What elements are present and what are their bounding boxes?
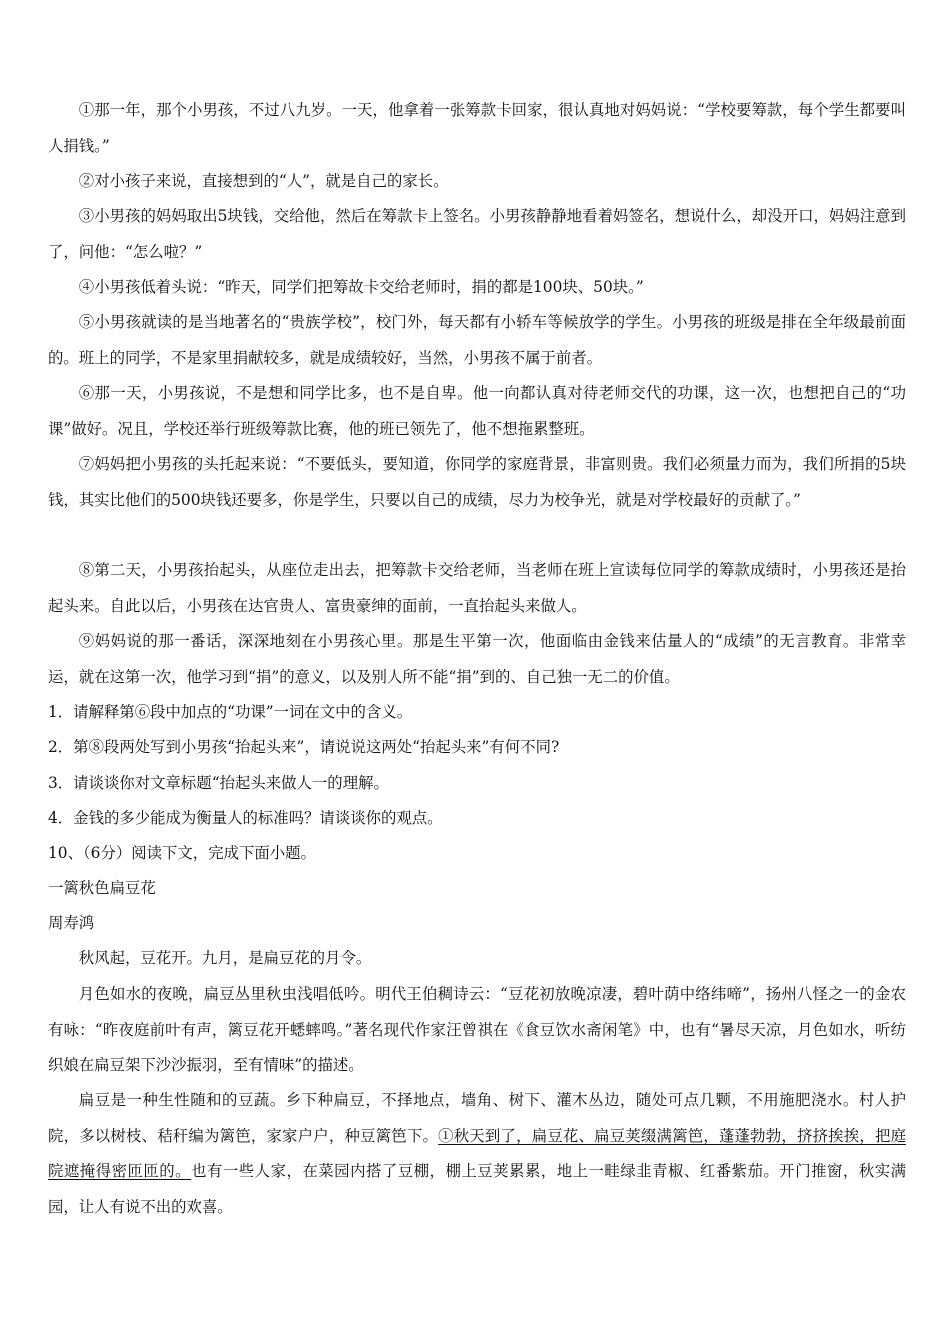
question-2: 2．第⑧段两处写到小男孩“抬起头来”，请说说这两处“抬起头来”有何不同? [48,738,560,756]
story-paragraph-7: ⑦妈妈把小男孩的头托起来说：“不要低头，要知道，你同学的家庭背景，非富则贵。我们必须量力而为，我们所捐的5块钱，其实比他们的500块钱还要多，你是学生，只要以自己的成绩，尽力为校争光，就是对学校最好的贡献了。” [48,455,906,509]
article-paragraph-3 [48,1083,906,1225]
story-paragraph-2: ②对小孩子来说，直接想到的“人”，就是自己的家长。 [78,172,449,190]
story-paragraph-8: ⑧第二天，小男孩抬起头，从座位走出去，把筹款卡交给老师，当老师在班上宣读每位同学的筹款成绩时，小男孩还是抬起头来。自此以后，小男孩在达官贵人、富贵豪绅的面前，一直抬起头来做人。 [48,561,906,615]
question-3: 3．请谈谈你对文章标题“抬起头来做人一的理解。 [48,774,389,792]
question-1: 1．请解释第⑥段中加点的“功课”一词在文中的含义。 [48,703,413,721]
story-paragraph-9: ⑨妈妈说的那一番话，深深地刻在小男孩心里。那是生平第一次，他面临由金钱来估量人的“成绩”的无言教育。非常幸运，就在这第一次，他学习到“捐”的意义，以及别人所不能“捐”到的、自己独一无二的价值。 [48,632,906,686]
story-paragraph-4: ④小男孩低着头说：“昨天，同学们把筹故卡交给老师时，捐的都是100块、50块。” [78,278,644,296]
story-paragraph-3: ③小男孩的妈妈取出5块钱，交给他，然后在筹款卡上签名。小男孩静静地看着妈签名，想说什么，却没开口，妈妈注意到了，问他：“怎么啦？” [48,207,906,261]
article-title: 一篱秋色扁豆花 [48,879,156,897]
underlined-sentence-1: ①秋天到了，扁豆花、扁豆荚缀满篱笆，蓬蓬勃勃，挤挤挨挨，把庭院遮掩得密匝匝的。 [48,1126,906,1180]
article-paragraph-3-before: 扁豆是一种生性随和的豆蔬。乡下种扁豆，不择地点，墙角、树下、灌木丛边，随处可点几颗，不用施肥浇水。村人护院，多以树枝、秸秆编为篱笆，家家户户，种豆篱笆下。 [48,1091,906,1145]
article-paragraph-1: 秋风起，豆花开。九月，是扁豆花的月令。 [78,949,372,967]
article-paragraph-2: 月色如水的夜晚，扁豆丛里秋虫浅唱低吟。明代王伯稠诗云：“豆花初放晚凉凄，碧叶荫中络纬啼”，扬州八怪之一的金农有咏：“昨夜庭前叶有声，篱豆花开蟋蟀鸣。”著名现代作家汪曾祺在《食豆饮水斋闲笔》中，也有“暑尽天凉，月色如水，听纺织娘在扁豆架下沙沙振羽，至有情味”的描述。 [48,985,906,1074]
article-paragraph-3-after: 也有一些人家，在菜园内搭了豆棚，棚上豆荚累累，地上一畦绿韭青椒、红番紫茄。开门推窗，秋实满园，让人有说不出的欢喜。 [48,1162,906,1216]
story-paragraph-1: ①那一年，那个小男孩，不过八九岁。一天，他拿着一张筹款卡回家，很认真地对妈妈说：“学校要筹款，每个学生都要叫人捐钱。” [48,101,906,155]
story-paragraph-6: ⑥那一天，小男孩说，不是想和同学比多，也不是自卑。他一向都认真对待老师交代的功课，这一次，也想把自己的“功课”做好。况且，学校还举行班级筹款比赛，他的班已领先了，他不想拖累整班。 [48,384,906,438]
article-author: 周寿鸿 [48,914,95,932]
story-paragraph-5: ⑤小男孩就读的是当地著名的“贵族学校”，校门外，每天都有小轿车等候放学的学生。小男孩的班级是排在全年级最前面的。班上的同学，不是家里捐献较多，就是成绩较好，当然，小男孩不属于前者。 [48,313,906,367]
question-4: 4．金钱的多少能成为衡量人的标准吗？请谈谈你的观点。 [48,809,443,827]
section-10-heading: 10、（6分）阅读下文，完成下面小题。 [48,844,316,862]
